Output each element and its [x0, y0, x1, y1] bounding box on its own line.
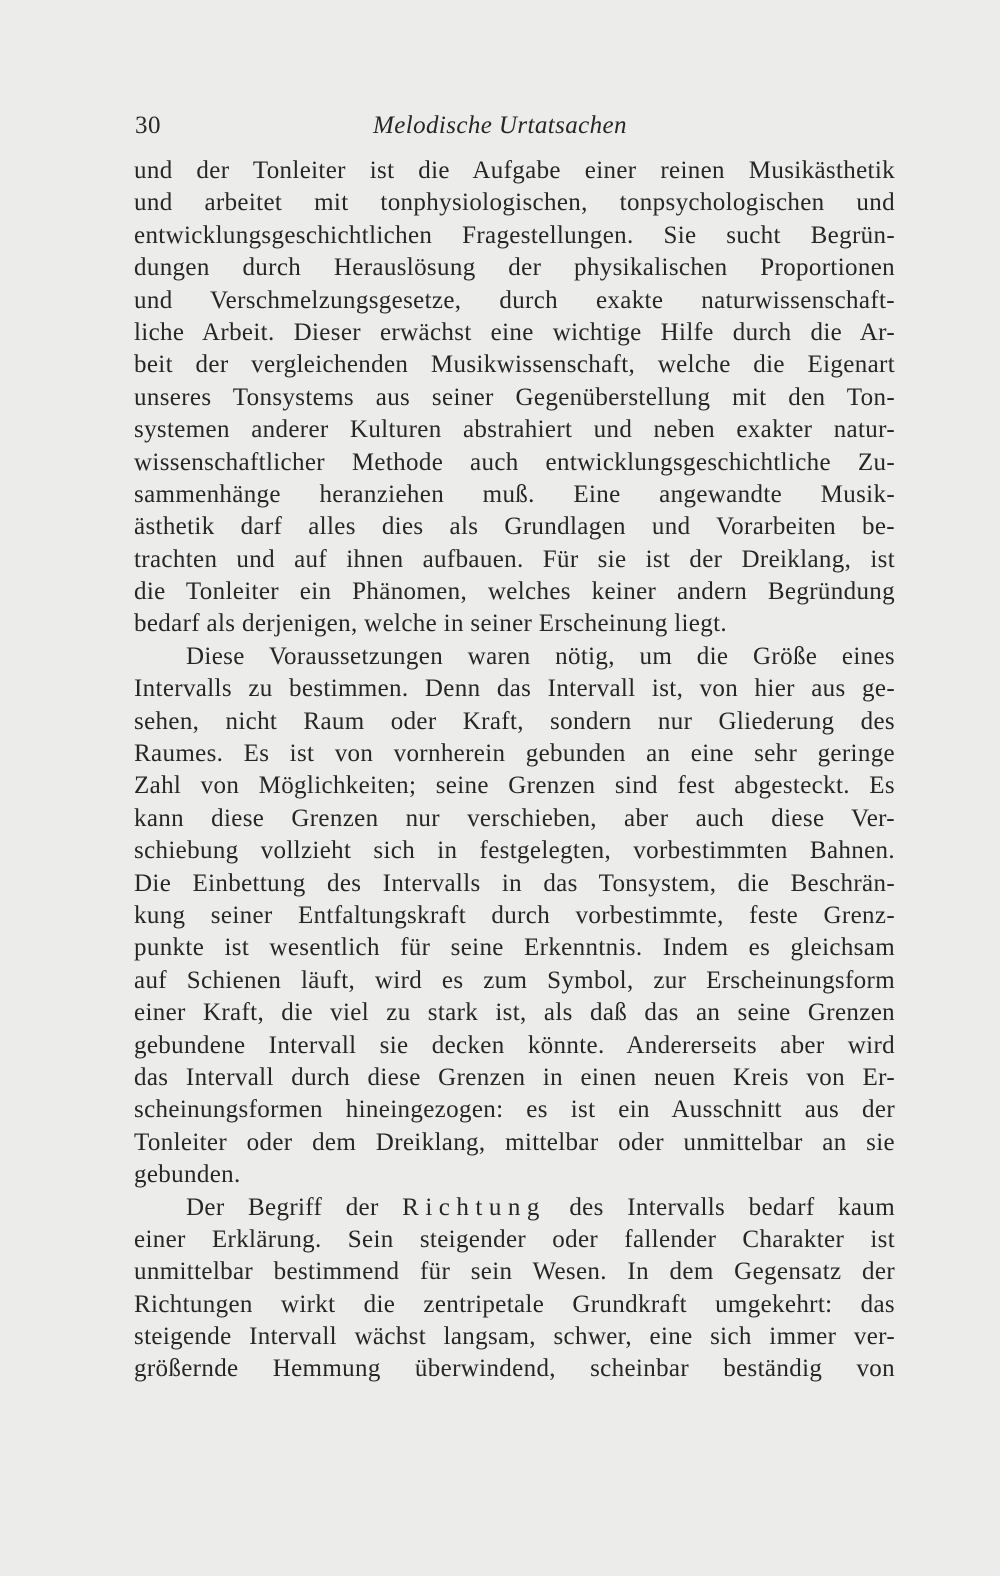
text-line: trachten und auf ihnen aufbauen. Für sie ist der Dreiklang, ist	[134, 545, 895, 573]
text-run: Der Begriff der	[186, 1193, 403, 1221]
text-line: und arbeitet mit tonphysiologischen, tonpsychologischen und	[134, 189, 895, 217]
text-line: Diese Voraussetzungen waren nötig, um die Größe eines	[186, 642, 895, 670]
text-line: gebundene Intervall sie decken könnte. Andererseits aber wird	[134, 1031, 895, 1059]
text-line: steigende Intervall wächst langsam, schwer, eine sich immer ver-	[134, 1323, 895, 1351]
body-text	[134, 155, 895, 1386]
text-line: liche Arbeit. Dieser erwächst eine wichtige Hilfe durch die Ar-	[134, 318, 895, 346]
text-line: bedarf als derjenigen, welche in seiner Erscheinung liegt.	[134, 610, 727, 638]
text-line: ästhetik darf alles dies als Grundlagen und Vorarbeiten be-	[134, 513, 895, 541]
text-line: Raumes. Es ist von vornherein gebunden an eine sehr geringe	[134, 740, 895, 768]
text-line: sehen, nicht Raum oder Kraft, sondern nur Gliederung des	[134, 707, 895, 735]
text-line: systemen anderer Kulturen abstrahiert und neben exakter natur-	[134, 416, 895, 444]
text-line: Intervalls zu bestimmen. Denn das Intervall ist, von hier aus ge-	[134, 675, 895, 703]
text-line: unmittelbar bestimmend für sein Wesen. In dem Gegensatz der	[134, 1258, 895, 1286]
text-line: punkte ist wesentlich für seine Erkenntnis. Indem es gleichsam	[134, 934, 895, 962]
text-line: scheinungsformen hineingezogen: es ist ein Ausschnitt aus der	[134, 1096, 895, 1124]
text-line: Die Einbettung des Intervalls in das Tonsystem, die Beschrän-	[134, 869, 895, 897]
text-line: sammenhänge heranziehen muß. Eine angewandte Musik-	[134, 480, 895, 508]
text-line: das Intervall durch diese Grenzen in einen neuen Kreis von Er-	[134, 1063, 895, 1091]
text-line: schiebung vollzieht sich in festgelegten, vorbestimmten Bahnen.	[134, 837, 895, 865]
text-line: die Tonleiter ein Phänomen, welches keiner andern Begründung	[134, 578, 895, 606]
text-line-spaced	[134, 1192, 895, 1224]
text-line: und der Tonleiter ist die Aufgabe einer reinen Musikästhetik	[134, 157, 895, 184]
text-run: des Intervalls bedarf kaum	[545, 1193, 895, 1221]
emphasized-word: Richtung	[402, 1193, 546, 1221]
text-line: kann diese Grenzen nur verschieben, aber auch diese Ver-	[134, 804, 895, 832]
page-number: 30	[135, 112, 161, 139]
running-head	[135, 108, 895, 144]
text-line: größernde Hemmung überwindend, scheinbar beständig von	[134, 1355, 895, 1383]
text-line: beit der vergleichenden Musikwissenschaft, welche die Eigenart	[134, 351, 895, 379]
text-line: gebunden.	[134, 1161, 241, 1189]
text-line: auf Schienen läuft, wird es zum Symbol, zur Erscheinungsform	[134, 966, 895, 994]
text-line: dungen durch Herauslösung der physikalischen Proportionen	[134, 254, 895, 282]
text-line: kung seiner Entfaltungskraft durch vorbestimmte, feste Grenz-	[134, 901, 895, 929]
text-line: wissenschaftlicher Methode auch entwicklungsgeschichtliche Zu-	[134, 448, 895, 476]
text-line: einer Kraft, die viel zu stark ist, als daß das an seine Grenzen	[134, 999, 895, 1027]
text-line: entwicklungsgeschichtlichen Fragestellungen. Sie sucht Begrün-	[134, 221, 895, 249]
text-line: und Verschmelzungsgesetze, durch exakte naturwissenschaft-	[134, 286, 895, 314]
running-title: Melodische Urtatsachen	[373, 112, 627, 139]
text-line: einer Erklärung. Sein steigender oder fallender Charakter ist	[134, 1225, 895, 1253]
text-line: Tonleiter oder dem Dreiklang, mittelbar oder unmittelbar an sie	[134, 1128, 895, 1156]
text-line: Zahl von Möglichkeiten; seine Grenzen sind fest abgesteckt. Es	[134, 772, 895, 800]
text-line: Richtungen wirkt die zentripetale Grundkraft umgekehrt: das	[134, 1290, 895, 1318]
text-line: unseres Tonsystems aus seiner Gegenüberstellung mit den Ton-	[134, 383, 895, 411]
